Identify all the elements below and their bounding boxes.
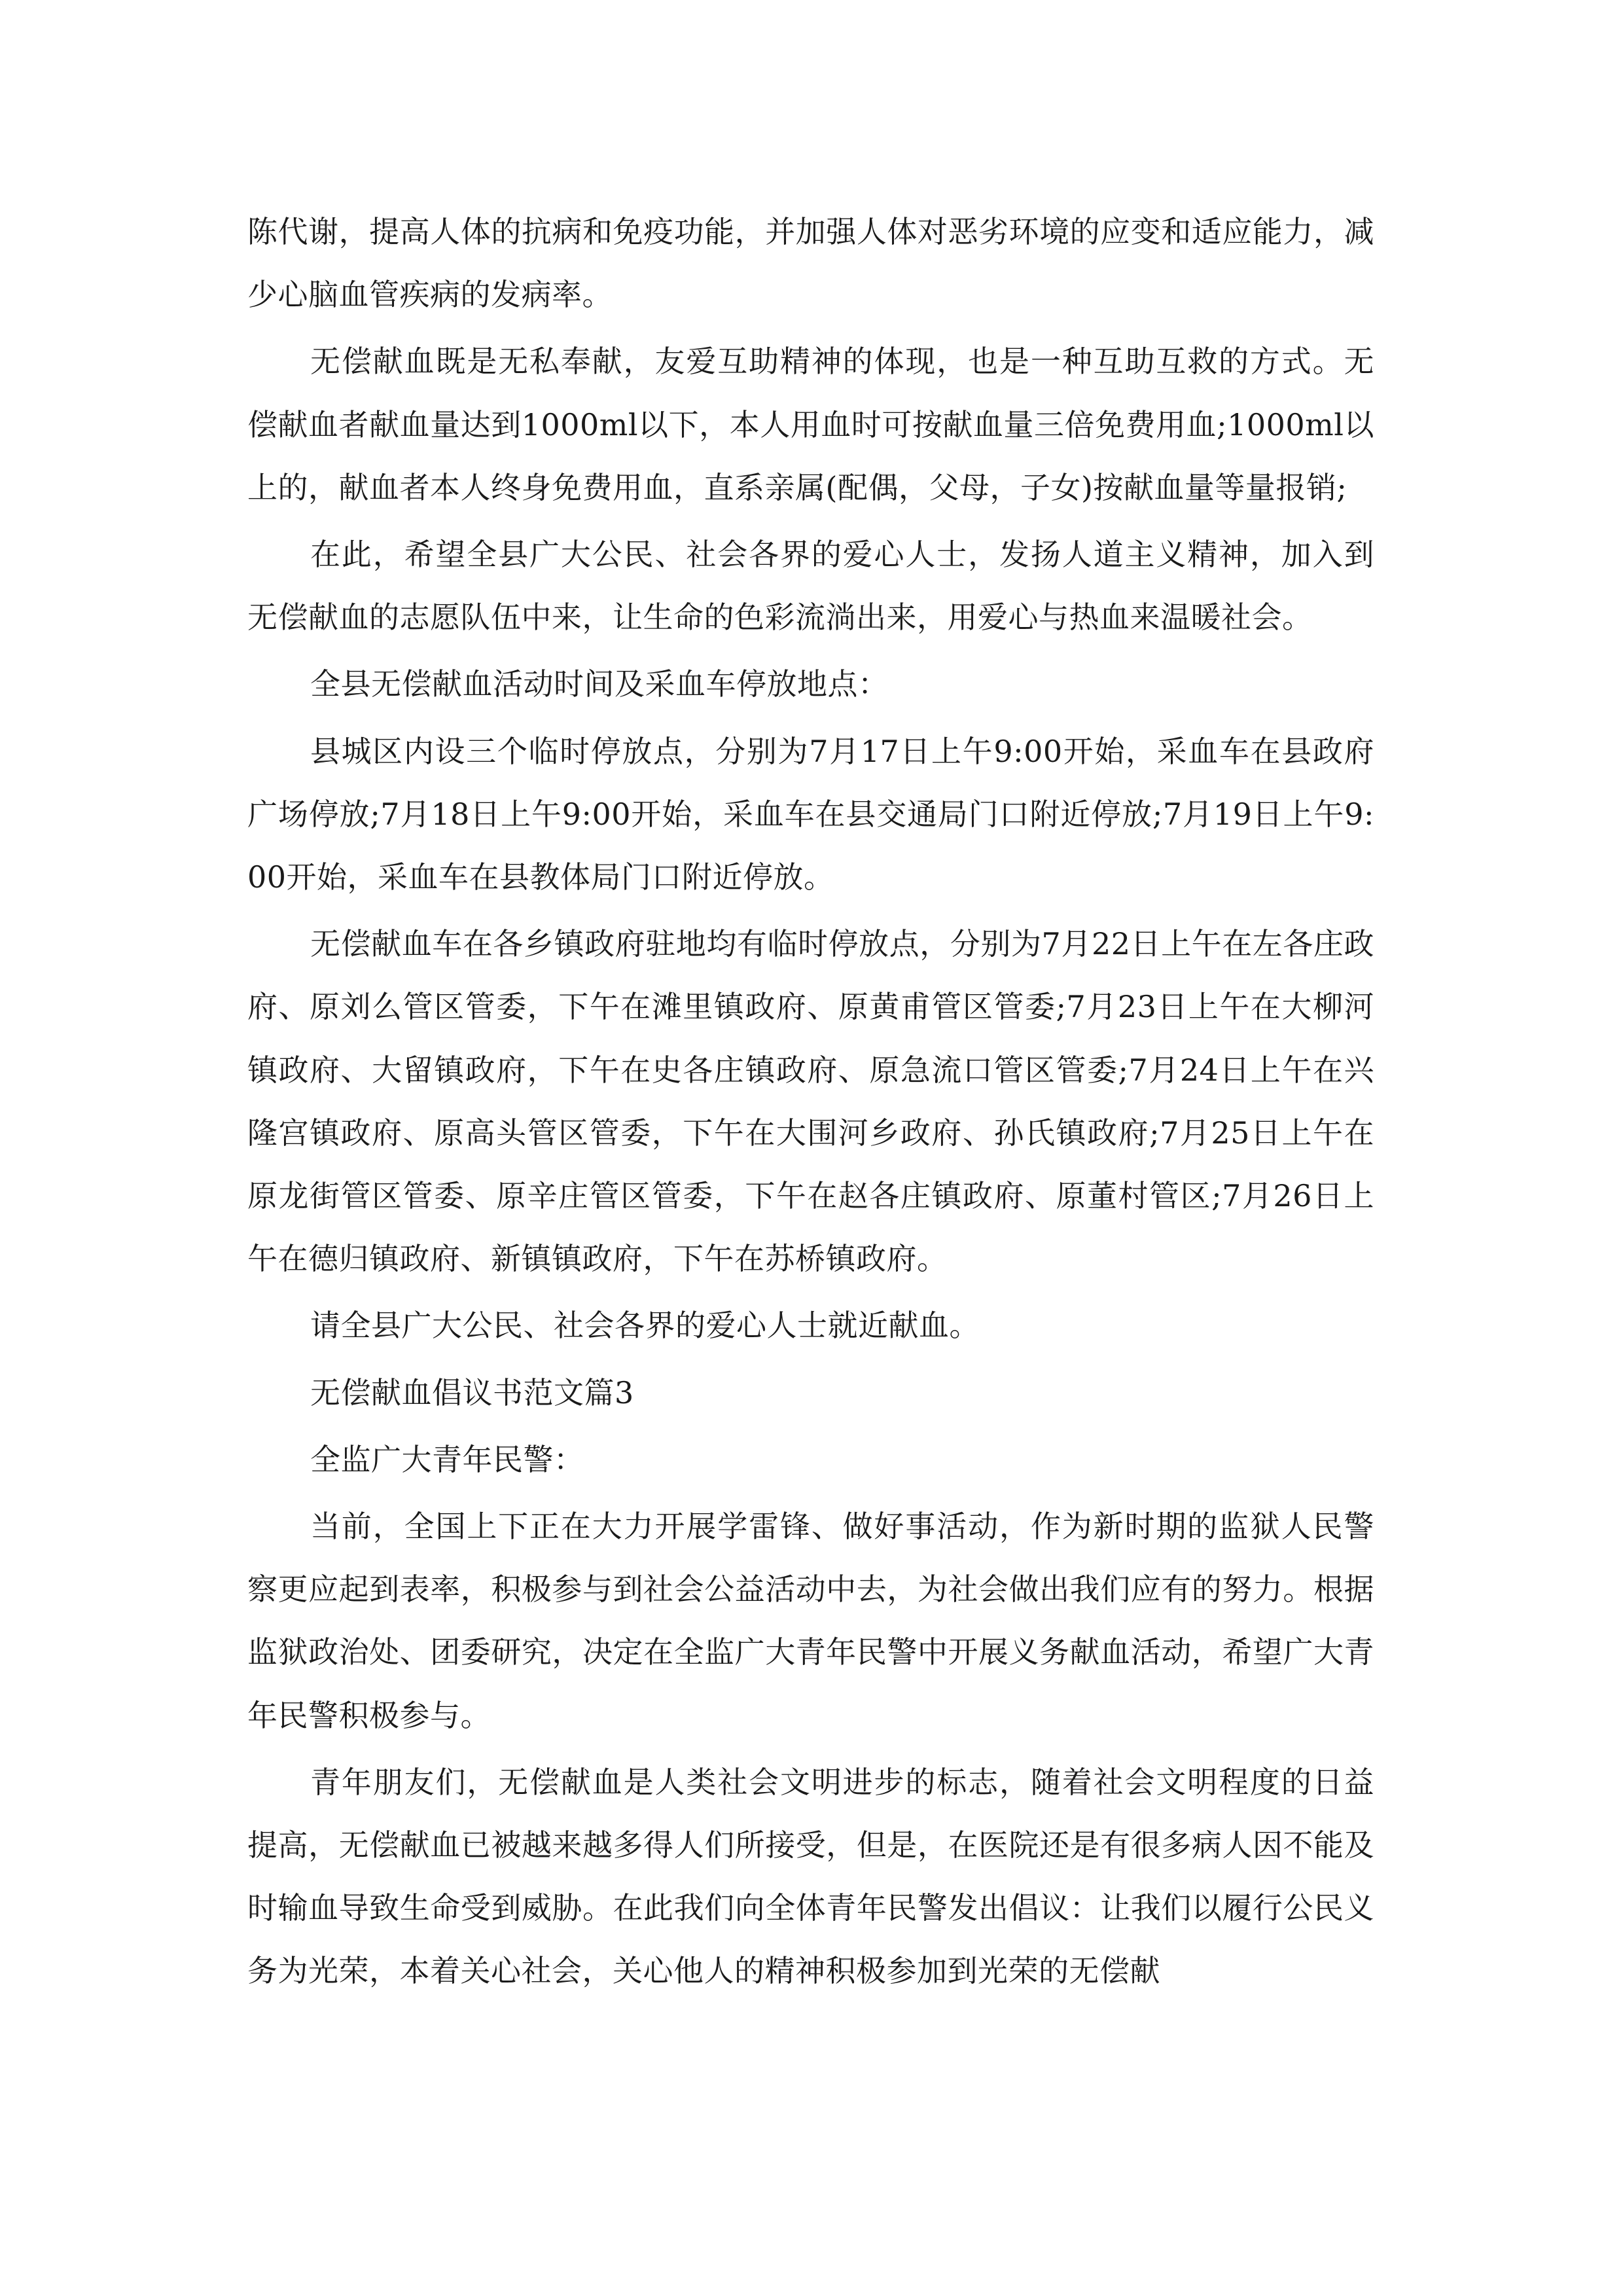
paragraph: 无偿献血既是无私奉献，友爱互助精神的体现，也是一种互助互救的方式。无偿献血者献血量达到1000ml以下，本人用血时可按献血量三倍免费用血;1000ml以上的，献血者本人终身免费用血，直系亲属(配偶，父母，子女)按献血量等量报销; xyxy=(247,344,1374,505)
paragraph: 县城区内设三个临时停放点，分别为7月17日上午9:00开始，采血车在县政府广场停放;7月18日上午9:00开始，采血车在县交通局门口附近停放;7月19日上午9:00开始，采血车在县教体局门口附近停放。 xyxy=(247,733,1374,895)
paragraph: 请全县广大公民、社会各界的爱心人士就近献血。 xyxy=(310,1308,980,1344)
paragraph: 陈代谢，提高人体的抗病和免疫功能，并加强人体对恶劣环境的应变和适应能力，减少心脑血管疾病的发病率。 xyxy=(247,214,1374,313)
paragraph: 无偿献血车在各乡镇政府驻地均有临时停放点，分别为7月22日上午在左各庄政府、原刘么管区管委，下午在滩里镇政府、原黄甫管区管委;7月23日上午在大柳河镇政府、大留镇政府，下午在史各庄镇政府、原急流口管区管委;7月24日上午在兴隆宫镇政府、原高头管区管委，下午在大围河乡政府、孙氏镇政府;7月25日上午在原龙街管区管委、原辛庄管区管委，下午在赵各庄镇政府、原董村管区;7月26日上午在德归镇政府、新镇镇政府，下午在苏桥镇政府。 xyxy=(247,926,1374,1277)
paragraph: 全县无偿献血活动时间及采血车停放地点： xyxy=(310,666,889,702)
salutation: 全监广大青年民警： xyxy=(310,1441,584,1477)
paragraph: 当前，全国上下正在大力开展学雷锋、做好事活动，作为新时期的监狱人民警察更应起到表率，积极参与到社会公益活动中去，为社会做出我们应有的努力。根据监狱政治处、团委研究，决定在全监广大青年民警中开展义务献血活动，希望广大青年民警积极参与。 xyxy=(247,1509,1374,1733)
document-body xyxy=(247,200,1374,2007)
section-heading: 无偿献血倡议书范文篇3 xyxy=(310,1374,634,1410)
paragraph: 青年朋友们，无偿献血是人类社会文明进步的标志，随着社会文明程度的日益提高，无偿献血已被越来越多得人们所接受，但是，在医院还是有很多病人因不能及时输血导致生命受到威胁。在此我们向全体青年民警发出倡议：让我们以履行公民义务为光荣，本着关心社会，关心他人的精神积极参加到光荣的无偿献 xyxy=(247,1764,1374,1989)
paragraph: 在此，希望全县广大公民、社会各界的爱心人士，发扬人道主义精神，加入到无偿献血的志愿队伍中来，让生命的色彩流淌出来，用爱心与热血来温暖社会。 xyxy=(247,537,1374,636)
